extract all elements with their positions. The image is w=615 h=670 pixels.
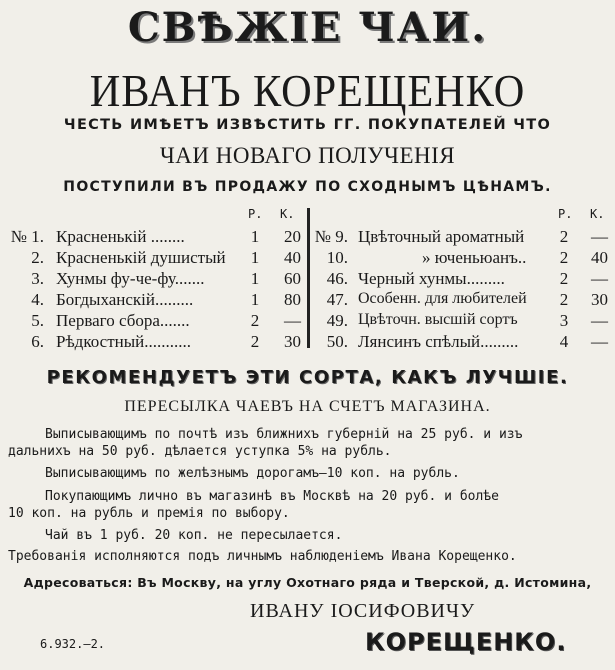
- terms-p3-line1: Покупающимъ лично въ магазинѣ въ Москвѣ на 20 руб. и болѣе: [45, 489, 499, 504]
- item-number: 47.: [326, 290, 348, 309]
- item-number: 3.: [31, 269, 44, 288]
- item-rub: 2: [559, 227, 569, 246]
- price-row: [0, 227, 305, 247]
- terms-p2: Выписывающимъ по желѣзнымъ дорогамъ—10 коп. на рубль.: [45, 466, 460, 481]
- kop-header-left: К.: [280, 207, 295, 221]
- kop-header-right: К.: [590, 207, 605, 221]
- rub-header-right: Р.: [558, 207, 573, 221]
- shipping-heading: ПЕРЕСЫЛКА ЧАЕВЪ НА СЧЕТЪ МАГАЗИНА.: [124, 398, 491, 415]
- merchant-name: ИВАНЪ КОРЕЩЕНКО: [89, 65, 526, 116]
- item-rub: 4: [559, 332, 569, 351]
- item-rub: 2: [559, 290, 569, 309]
- item-name: » юченьюанъ..: [422, 248, 527, 267]
- item-number: 5.: [31, 311, 44, 330]
- terms-p5: Требованія исполняются подъ личнымъ наблюденіемъ Ивана Корещенко.: [8, 549, 517, 564]
- item-kop: 20: [284, 227, 301, 246]
- item-kop: —: [591, 332, 608, 351]
- item-rub: 1: [250, 248, 260, 267]
- item-rub: 1: [250, 227, 260, 246]
- ad-code: 6.932.—2.: [40, 637, 106, 651]
- item-kop: —: [591, 269, 608, 288]
- item-number: № 9.: [314, 227, 348, 246]
- item-kop: —: [591, 311, 608, 330]
- item-number: № 1.: [10, 227, 44, 246]
- price-row: [312, 227, 612, 247]
- item-name: Особенн. для любителей: [358, 290, 527, 307]
- item-number: 49.: [326, 311, 348, 330]
- announcement-line-3: ПОСТУПИЛИ ВЪ ПРОДАЖУ ПО СХОДНЫМЪ ЦѢНАМЪ.: [63, 179, 552, 195]
- item-number: 4.: [31, 290, 44, 309]
- item-name: Красненькій душистый: [56, 248, 226, 267]
- price-row: [312, 332, 612, 352]
- item-rub: 1: [250, 290, 260, 309]
- item-kop: 60: [284, 269, 301, 288]
- price-row: [0, 269, 305, 289]
- rub-header-left: Р.: [248, 207, 263, 221]
- headline: СВѢЖІЕ ЧАИ.: [127, 4, 488, 51]
- item-number: 50.: [326, 332, 348, 351]
- price-row: [0, 332, 305, 352]
- item-name: Богдыханскій.........: [56, 290, 194, 309]
- item-rub: 2: [250, 311, 260, 330]
- item-rub: 2: [559, 269, 569, 288]
- item-name: Хунмы фу-че-фу.......: [56, 269, 205, 288]
- item-name: Цвѣточный ароматный: [358, 227, 525, 246]
- column-divider: [307, 208, 310, 348]
- item-kop: —: [591, 227, 608, 246]
- recipient-surname: КОРЕЩЕНКО.: [365, 628, 567, 656]
- price-row: [312, 290, 612, 310]
- price-row: [312, 248, 612, 268]
- item-rub: 2: [559, 248, 569, 267]
- item-kop: —: [284, 311, 301, 330]
- item-name: Рѣдкостный...........: [56, 332, 191, 351]
- recommend-heading: РЕКОМЕНДУЕТЪ ЭТИ СОРТА, КАКЪ ЛУЧШІЕ.: [46, 367, 569, 388]
- announcement-line-2: ЧАИ НОВАГО ПОЛУЧЕНІЯ: [159, 143, 456, 168]
- item-kop: 30: [591, 290, 608, 309]
- item-kop: 40: [591, 248, 608, 267]
- terms-p1-line1: Выписывающимъ по почтѣ изъ ближнихъ губерній на 25 руб. и изъ: [45, 427, 523, 442]
- terms-p1-line2: дальнихъ на 50 руб. дѣлается уступка 5% на рубль.: [8, 444, 392, 459]
- item-rub: 3: [559, 311, 569, 330]
- announcement-line-1: ЧЕСТЬ ИМѢЕТЪ ИЗВѢСТИТЬ ГГ. ПОКУПАТЕЛЕЙ ЧТО: [63, 117, 552, 133]
- terms-p4: Чай въ 1 руб. 20 коп. не пересылается.: [45, 528, 343, 543]
- item-kop: 80: [284, 290, 301, 309]
- item-number: 2.: [31, 248, 44, 267]
- address-line: Адресоваться: Въ Москву, на углу Охотнаго ряда и Тверской, д. Истомина,: [23, 575, 592, 590]
- price-row: [312, 311, 612, 331]
- terms-p3-line2: 10 коп. на рубль и премія по выбору.: [8, 506, 290, 521]
- item-number: 6.: [31, 332, 44, 351]
- item-name: Лянсинъ спѣлый.........: [358, 332, 519, 351]
- price-row: [0, 311, 305, 331]
- item-rub: 1: [250, 269, 260, 288]
- price-row: [312, 269, 612, 289]
- item-number: 10.: [326, 248, 348, 267]
- item-name: Перваго сбора.......: [56, 311, 190, 330]
- price-row: [0, 248, 305, 268]
- item-rub: 2: [250, 332, 260, 351]
- item-kop: 40: [284, 248, 301, 267]
- item-name: Красненькій ........: [56, 227, 185, 246]
- item-number: 46.: [326, 269, 348, 288]
- item-name: Черный хунмы.........: [358, 269, 505, 288]
- recipient-name: ИВАНУ ІОСИФОВИЧУ: [250, 600, 476, 622]
- item-kop: 30: [284, 332, 301, 351]
- price-row: [0, 290, 305, 310]
- item-name: Цвѣточн. высшій сортъ: [358, 311, 518, 328]
